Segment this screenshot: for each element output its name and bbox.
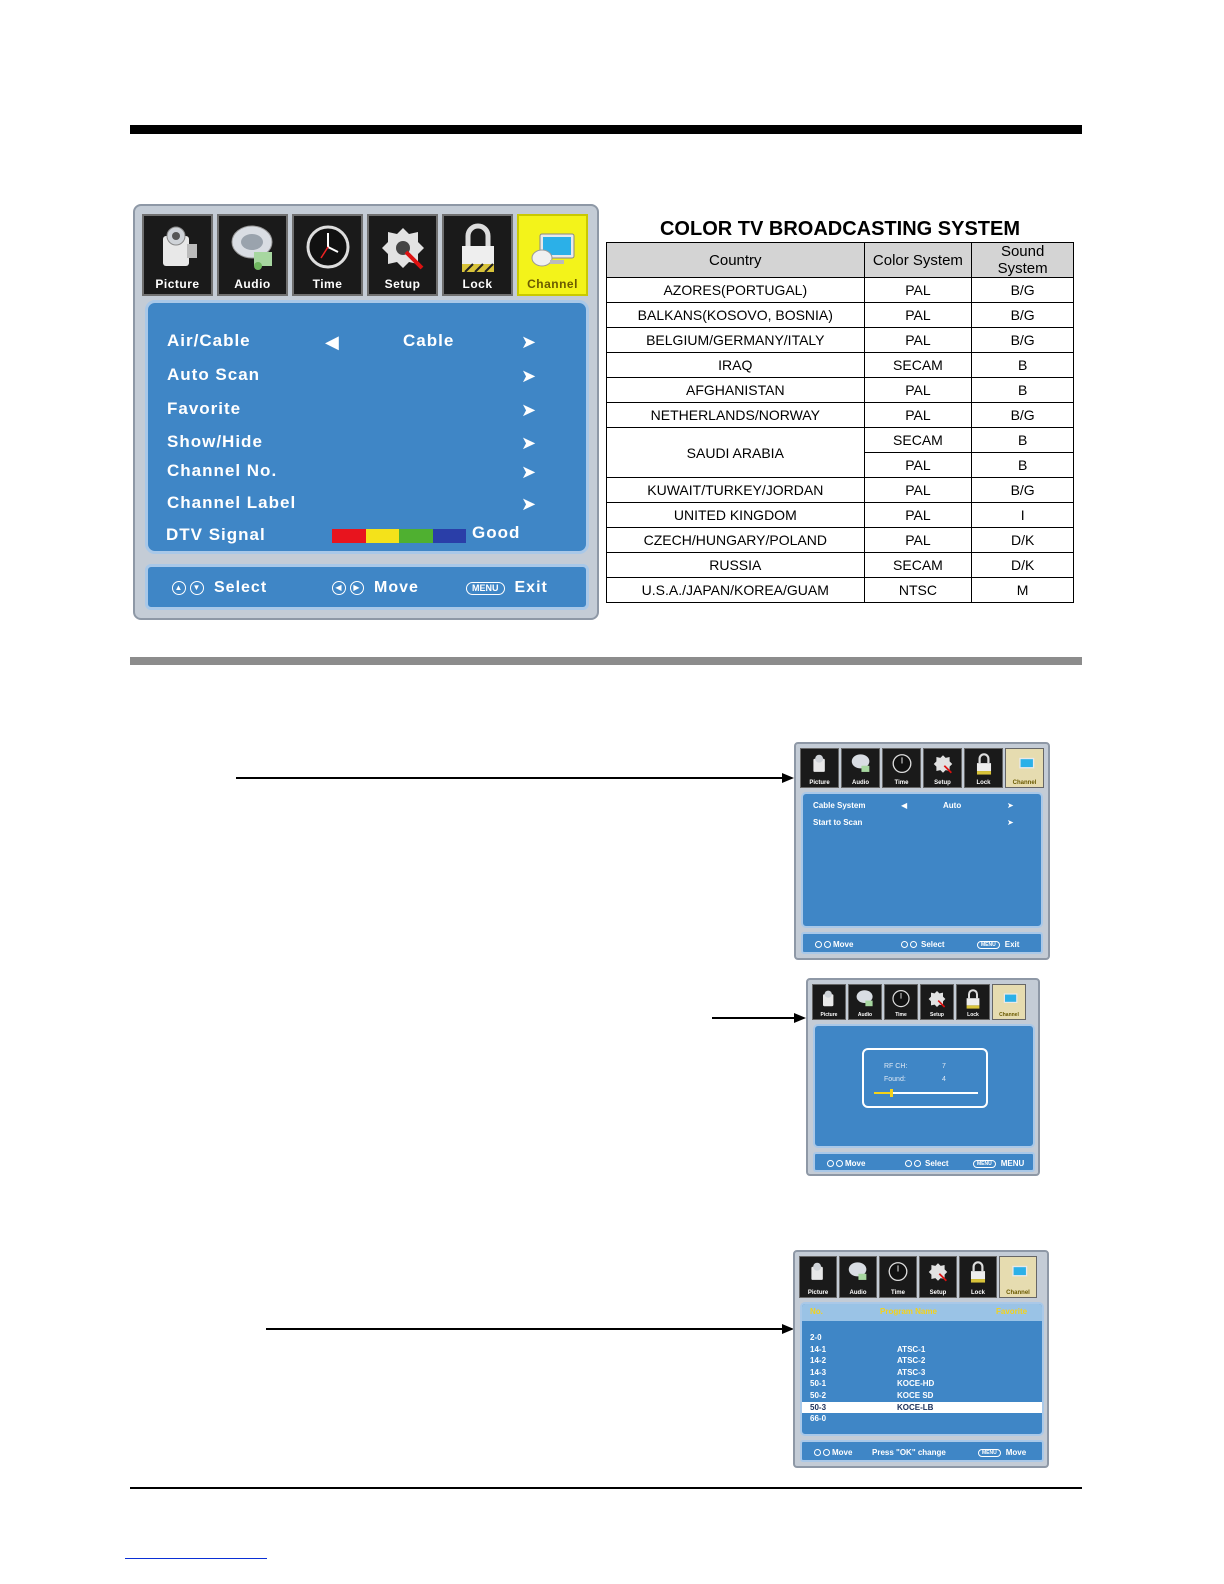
program-name: ATSC-3 [897,1367,926,1377]
right-arrow-icon: ➤ [521,494,538,514]
rf-channel-value: 7 [942,1063,946,1070]
footer-move-label: Move [845,1159,866,1168]
menu-item-channel-no[interactable] [167,461,567,487]
tab-label: Setup [934,780,951,786]
monitor-icon [999,988,1019,1010]
tab-audio[interactable] [841,748,880,788]
list-item[interactable] [802,1344,1044,1355]
channel-menu-screen [133,204,599,620]
favorite-list-screen [793,1250,1049,1468]
sound-cell: B/G [972,478,1074,503]
top-rule [130,125,1082,134]
menu-tab-bar [812,984,1026,1020]
list-item[interactable] [802,1332,1044,1343]
program-name: KOCE-LB [897,1402,934,1412]
country-cell: U.S.A./JAPAN/KOREA/GUAM [607,578,865,603]
color-cell: PAL [864,503,972,528]
table-row [607,328,1074,353]
found-label: Found: [884,1076,906,1083]
monitor-icon [1014,752,1036,776]
country-cell: SAUDI ARABIA [607,428,865,478]
footer-move-hint [815,940,853,949]
footer-select-label: Select [921,940,945,949]
arrow-keys-icon [914,1160,921,1167]
program-name: KOCE SD [897,1391,934,1400]
footer-link-underline [125,1558,267,1559]
tab-label: Picture [807,1290,829,1296]
menu-item-dtv-signal [166,525,566,551]
program-number: 14-2 [810,1356,827,1366]
country-cell: AZORES(PORTUGAL) [607,278,865,303]
table-row [607,578,1074,603]
table-row [607,478,1074,503]
footer-move-label: Move [832,1448,853,1457]
tab-audio[interactable] [217,214,288,296]
menu-item-cable-system[interactable] [813,801,1033,810]
list-item[interactable] [802,1402,1044,1413]
monitor-icon [528,222,578,274]
tab-setup[interactable] [367,214,438,296]
arrow-keys-icon [905,1160,912,1167]
found-value: 4 [942,1076,946,1083]
padlock-icon [453,222,503,274]
scan-progress-track [874,1092,978,1094]
footer-exit-hint [977,940,1019,949]
camera-icon [153,222,203,274]
footer-select-label: Select [925,1159,949,1168]
table-title: COLOR TV BROADCASTING SYSTEM [659,218,1020,240]
country-cell: BALKANS(KOSOVO, BOSNIA) [607,303,865,328]
left-key-icon: ◀ [332,581,346,595]
footer-ok-label: Press "OK" change [872,1448,946,1457]
tab-label: Time [894,780,909,786]
program-number: 2-0 [810,1333,822,1342]
tab-label: Picture [820,1012,838,1018]
pointer-arrow-head [782,773,794,783]
tab-picture[interactable] [812,984,846,1020]
tab-label: Channel [999,1012,1019,1018]
country-cell: IRAQ [607,353,865,378]
arrow-keys-icon [827,1160,834,1167]
clock-icon [891,752,913,776]
table-row [607,528,1074,553]
left-arrow-icon[interactable]: ◀ [901,801,908,810]
sound-cell: D/K [972,553,1074,578]
list-item[interactable] [802,1378,1044,1389]
speaker-icon [228,222,278,274]
arrow-keys-icon [836,1160,843,1167]
table-row [607,403,1074,428]
tab-label: Setup [384,277,421,291]
signal-segment [366,529,400,543]
footer-select-hint [905,1159,949,1168]
list-header-row [802,1304,1044,1321]
pointer-arrow-line [712,1017,794,1019]
tab-time[interactable] [882,748,921,788]
sound-cell: I [972,503,1074,528]
header-favorite: Favorite [996,1307,1028,1316]
sound-cell: B/G [972,278,1074,303]
tab-lock[interactable] [959,1256,997,1298]
table-row [607,428,1074,453]
menu-item-label: Channel No. [167,461,278,480]
right-arrow-icon: ➤ [521,433,538,453]
footer-menu-move-hint [978,1448,1026,1457]
menu-key-icon: MENU [466,582,505,595]
right-key-icon: ▶ [350,581,364,595]
header-color-system: Color System [864,243,972,278]
tab-label: Lock [970,1290,985,1296]
padlock-icon [963,988,983,1010]
gear-icon [927,1260,949,1284]
gear-icon [932,752,954,776]
scan-progress-fill [874,1092,890,1094]
channel-menu-panel [145,300,589,554]
scanning-panel [813,1024,1035,1148]
menu-footer [800,1440,1044,1462]
header-country: Country [607,243,865,278]
sound-cell: B/G [972,328,1074,353]
tab-label: Audio [234,277,271,291]
tab-setup[interactable] [920,984,954,1020]
menu-tab-bar [799,1256,1037,1298]
auto-scan-screen [794,742,1050,960]
menu-item-auto-scan[interactable] [167,365,567,391]
program-name: KOCE-HD [897,1379,935,1389]
country-cell: AFGHANISTAN [607,378,865,403]
menu-key-icon: MENU [978,1449,1001,1457]
color-cell: PAL [864,453,972,478]
scanning-screen [806,978,1040,1176]
right-arrow-icon: ➤ [521,400,538,420]
gear-icon [378,222,428,274]
program-name: ATSC-2 [897,1356,926,1366]
clock-icon [891,988,911,1010]
gear-icon [927,988,947,1010]
speaker-icon [847,1260,869,1284]
tab-audio[interactable] [848,984,882,1020]
menu-item-label: DTV Signal [166,525,266,544]
sound-cell: B [972,453,1074,478]
menu-tab-bar [142,214,590,296]
tab-time[interactable] [879,1256,917,1298]
right-arrow-icon: ➤ [521,366,538,386]
header-sound-system: Sound System [972,243,1074,278]
tab-label: Setup [930,1012,944,1018]
tab-setup[interactable] [923,748,962,788]
footer-select-hint [172,579,267,597]
tab-time[interactable] [884,984,918,1020]
tab-label: Setup [929,1290,947,1296]
padlock-icon [967,1260,989,1284]
sound-cell: B/G [972,403,1074,428]
monitor-icon [1007,1260,1029,1284]
down-key-icon: ▼ [190,581,204,595]
color-cell: PAL [864,528,972,553]
footer-move-label: Move [374,579,419,596]
air-cable-value: Cable [403,331,455,350]
arrow-keys-icon [814,1449,821,1456]
tab-label: Lock [462,277,493,291]
color-cell: PAL [864,478,972,503]
footer-move-label: Move [833,940,854,949]
program-number: 50-1 [810,1379,827,1389]
tab-label: Channel [527,277,578,291]
footer-ok-hint [872,1448,946,1457]
color-cell: PAL [864,328,972,353]
arrow-keys-icon [824,941,831,948]
tab-label: Channel [1006,1290,1030,1296]
program-name: ATSC-1 [897,1344,926,1354]
broadcasting-system-table [606,242,1074,603]
sound-cell: B/G [972,303,1074,328]
tab-setup[interactable] [919,1256,957,1298]
menu-tab-bar [800,748,1044,788]
pointer-arrow-head [794,1013,806,1023]
tab-lock[interactable] [956,984,990,1020]
table-row [607,353,1074,378]
sound-cell: B [972,353,1074,378]
tab-label: Audio [852,780,869,786]
menu-footer [145,564,589,610]
scan-progress-marker [890,1089,893,1097]
right-arrow-icon: ➤ [1007,818,1014,827]
tab-picture[interactable] [800,748,839,788]
color-cell: PAL [864,303,972,328]
country-cell: BELGIUM/GERMANY/ITALY [607,328,865,353]
footer-exit-hint [466,579,548,597]
sound-cell: D/K [972,528,1074,553]
menu-item-air-cable[interactable] [167,331,567,357]
program-number: 66-0 [810,1414,827,1424]
color-cell: NTSC [864,578,972,603]
menu-footer [801,932,1043,954]
section-divider [130,657,1082,665]
camera-icon [809,752,831,776]
country-cell: UNITED KINGDOM [607,503,865,528]
menu-footer [813,1152,1035,1172]
tab-picture[interactable] [142,214,213,296]
signal-quality-text: Good [472,523,521,542]
menu-item-start-to-scan[interactable] [813,818,1033,827]
tab-audio[interactable] [839,1256,877,1298]
color-cell: PAL [864,378,972,403]
camera-icon [807,1260,829,1284]
tab-channel[interactable] [999,1256,1037,1298]
table-header-row [607,243,1074,278]
header-no: No. [810,1307,823,1316]
table-row [607,503,1074,528]
menu-item-label: Favorite [167,399,242,418]
tab-picture[interactable] [799,1256,837,1298]
rf-channel-label: RF CH: [884,1063,908,1070]
signal-segment [399,529,433,543]
signal-segment [433,529,467,543]
footer-menu-label: MENU [1000,1159,1025,1168]
cable-system-value: Auto [943,801,962,810]
auto-scan-panel [801,792,1043,928]
table-row [607,553,1074,578]
menu-item-show-hide[interactable] [167,432,567,458]
arrow-keys-icon [910,941,917,948]
speaker-icon [850,752,872,776]
menu-item-label: Start to Scan [813,818,863,827]
program-number: 14-3 [810,1367,827,1377]
speaker-icon [855,988,875,1010]
color-cell: SECAM [864,353,972,378]
footer-menu-hint [973,1159,1024,1168]
footer-select-label: Select [214,579,268,596]
color-cell: SECAM [864,553,972,578]
menu-item-label: Channel Label [167,493,297,512]
clock-icon [303,222,353,274]
camera-icon [819,988,839,1010]
color-cell: PAL [864,278,972,303]
arrow-keys-icon [901,941,908,948]
footer-menu-move-label: Move [1005,1448,1027,1457]
tab-label: Audio [849,1290,867,1296]
right-arrow-icon[interactable]: ➤ [1007,801,1014,810]
tab-label: Picture [155,277,200,291]
sound-cell: M [972,578,1074,603]
tab-label: Picture [809,780,830,786]
footer-move-hint [827,1159,865,1168]
header-program-name: Program Name [880,1307,937,1316]
arrow-keys-icon [823,1449,830,1456]
menu-item-label: Air/Cable [167,331,251,350]
tab-time[interactable] [292,214,363,296]
menu-item-favorite[interactable] [167,399,567,425]
pointer-arrow-line [266,1328,782,1330]
signal-segment [332,529,366,543]
clock-icon [887,1260,909,1284]
list-item[interactable] [802,1355,1044,1366]
tab-label: Lock [976,780,991,786]
tab-label: Channel [1012,780,1037,786]
bottom-rule [130,1487,1082,1489]
tab-channel[interactable] [1005,748,1044,788]
signal-strength-bar [332,529,466,543]
color-cell: SECAM [864,428,972,453]
menu-key-icon: MENU [977,941,1000,949]
tab-label: Lock [967,1012,979,1018]
tab-lock[interactable] [442,214,513,296]
left-arrow-icon[interactable]: ◀ [325,332,340,352]
right-arrow-icon: ➤ [521,462,538,482]
footer-exit-label: Exit [1004,940,1020,949]
footer-exit-label: Exit [514,579,548,596]
footer-select-hint [901,940,945,949]
up-key-icon: ▲ [172,581,186,595]
list-item[interactable] [802,1390,1044,1401]
footer-move-hint [814,1448,852,1457]
list-item[interactable] [802,1413,1044,1424]
country-cell: CZECH/HUNGARY/POLAND [607,528,865,553]
menu-item-label: Show/Hide [167,432,263,451]
country-cell: KUWAIT/TURKEY/JORDAN [607,478,865,503]
color-cell: PAL [864,403,972,428]
tab-channel[interactable] [517,214,588,296]
footer-move-hint [332,579,419,597]
menu-item-label: Cable System [813,801,866,810]
pointer-arrow-line [236,777,782,779]
right-arrow-icon[interactable]: ➤ [521,332,538,352]
padlock-icon [973,752,995,776]
menu-item-label: Auto Scan [167,365,261,384]
menu-item-channel-label[interactable] [167,493,567,519]
program-number: 14-1 [810,1344,827,1354]
program-number: 50-2 [810,1391,827,1400]
tab-channel[interactable] [992,984,1026,1020]
table-row [607,278,1074,303]
menu-key-icon: MENU [973,1160,996,1168]
favorite-list-panel [800,1302,1044,1436]
tab-label: Audio [857,1012,873,1018]
sound-cell: B [972,378,1074,403]
scan-progress-dialog [862,1048,988,1108]
country-cell: NETHERLANDS/NORWAY [607,403,865,428]
list-item[interactable] [802,1367,1044,1378]
tab-label: Time [312,277,343,291]
country-cell: RUSSIA [607,553,865,578]
arrow-keys-icon [815,941,822,948]
table-row [607,378,1074,403]
tab-label: Time [891,1290,905,1296]
tab-label: Time [895,1012,907,1018]
table-row [607,303,1074,328]
sound-cell: B [972,428,1074,453]
tab-lock[interactable] [964,748,1003,788]
program-number: 50-3 [810,1402,827,1412]
